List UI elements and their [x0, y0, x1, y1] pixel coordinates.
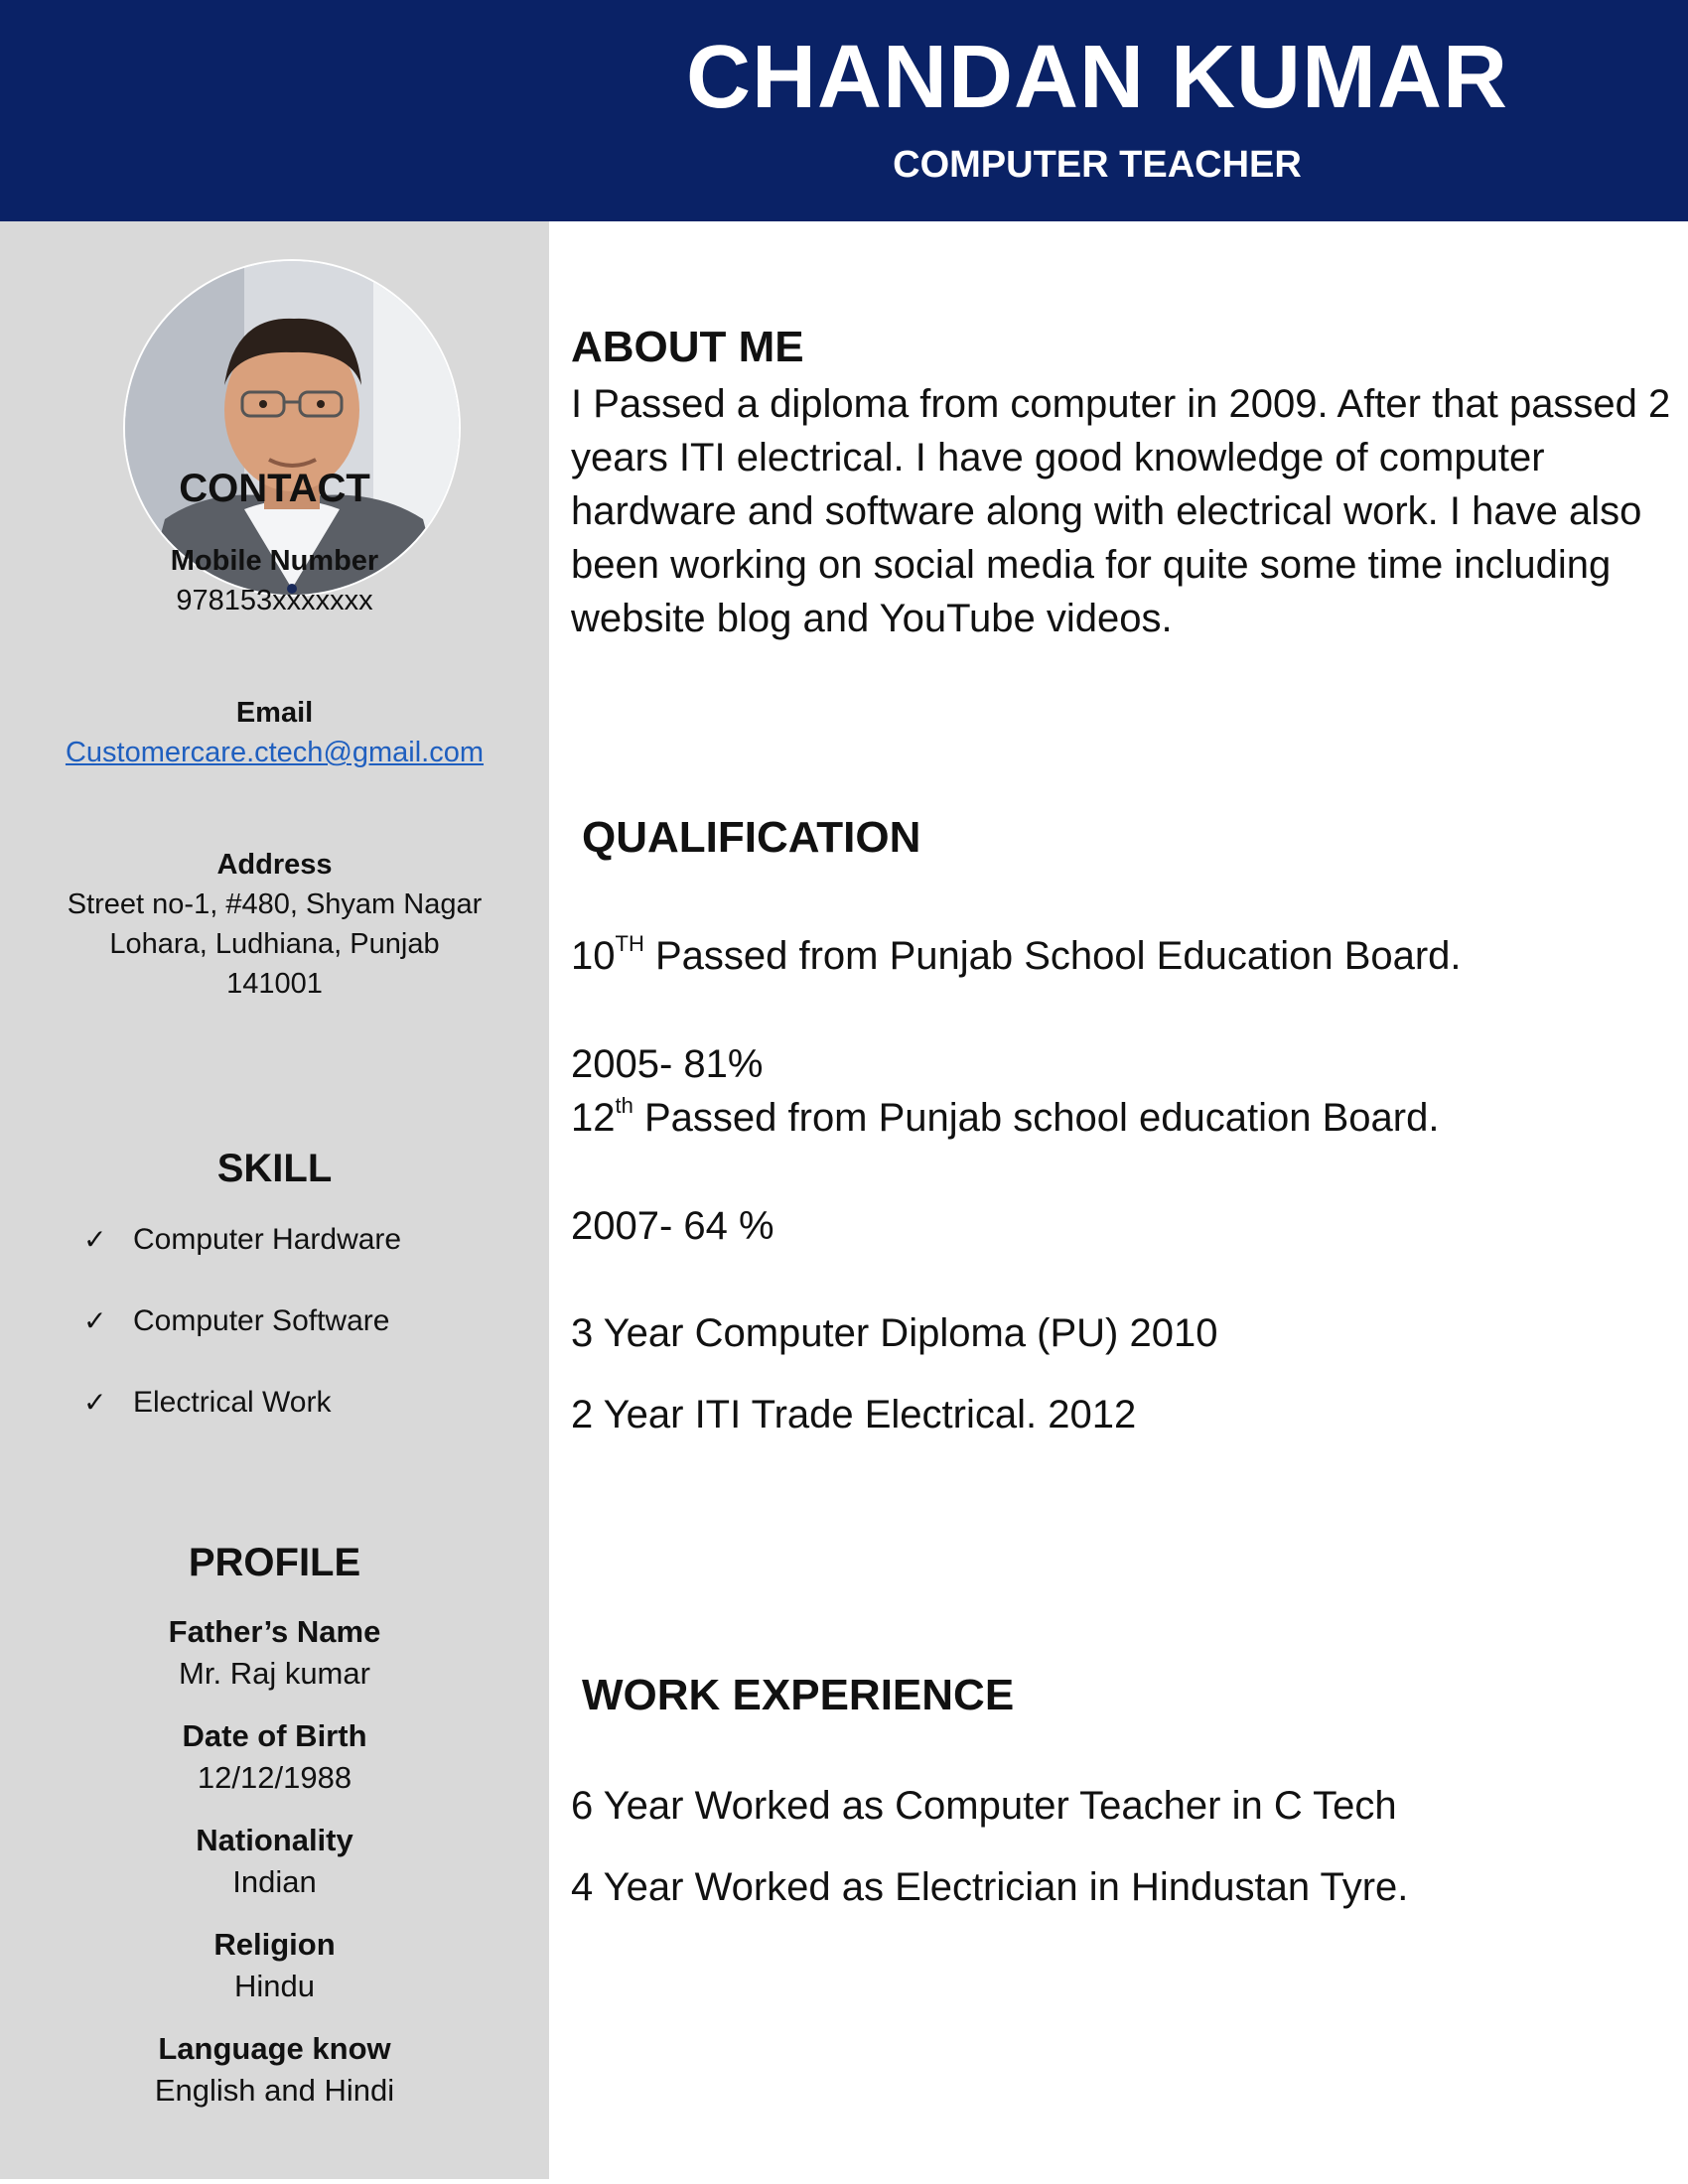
email-label: Email — [235, 697, 314, 729]
about-text: I Passed a diploma from computer in 2009. After that passed 2 years ITI electrical. I have good knowledge of computer hardware and software along with electrical work. I have also been working on social media for quite some time including website blog and YouTube videos. — [571, 382, 1671, 640]
profile-field-value: Hindu — [234, 1969, 315, 2003]
qualification-10th-year: 2005- 81% — [571, 1042, 764, 1086]
qualification-heading: QUALIFICATION — [582, 813, 921, 862]
q10-number: 10 — [571, 934, 616, 978]
profile-field — [0, 2028, 549, 2112]
profile-field — [0, 1715, 549, 1799]
contact-mobile — [0, 541, 549, 620]
skill-item — [83, 1220, 401, 1260]
qualification-12th — [571, 1093, 1673, 1143]
profile-field-value: Mr. Raj kumar — [179, 1656, 370, 1691]
job-title: COMPUTER TEACHER — [893, 144, 1302, 186]
profile-field-label: Language know — [158, 2031, 391, 2066]
address-line-2: Lohara, Ludhiana, Punjab — [109, 928, 440, 960]
contact-address — [0, 845, 549, 1004]
contact-email — [0, 693, 549, 772]
candidate-name: CHANDAN KUMAR — [686, 28, 1508, 127]
q12-text: Passed from Punjab school education Board. — [633, 1096, 1440, 1140]
profile-field-label: Nationality — [196, 1823, 353, 1857]
profile-field — [0, 1924, 549, 2007]
skill-heading: SKILL — [216, 1147, 333, 1190]
profile-field-value: 12/12/1988 — [197, 1760, 352, 1795]
work-heading: WORK EXPERIENCE — [582, 1671, 1015, 1719]
skill-label: Computer Software — [133, 1304, 390, 1337]
profile-field-label: Religion — [213, 1927, 336, 1962]
about-heading: ABOUT ME — [571, 323, 804, 371]
address-label: Address — [216, 849, 333, 881]
profile-field-value: English and Hindi — [154, 2073, 395, 2108]
contact-heading: CONTACT — [179, 467, 370, 510]
work-item: 4 Year Worked as Electrician in Hindustan Tyre. — [571, 1865, 1409, 1909]
profile-field-value: Indian — [232, 1864, 317, 1899]
qualification-12th-year: 2007- 64 % — [571, 1204, 774, 1248]
q10-superscript: TH — [615, 930, 644, 956]
profile-field — [0, 1611, 549, 1695]
check-icon: ✓ — [83, 1387, 107, 1418]
q12-number: 12 — [571, 1096, 616, 1140]
email-link[interactable]: Customercare.ctech@gmail.com — [65, 737, 485, 768]
skill-item — [83, 1383, 331, 1423]
mobile-label: Mobile Number — [170, 545, 379, 577]
skill-label: Computer Hardware — [133, 1223, 402, 1256]
sidebar — [0, 221, 549, 2179]
qualification-10th — [571, 931, 1673, 981]
check-icon: ✓ — [83, 1305, 107, 1336]
qualification-iti: 2 Year ITI Trade Electrical. 2012 — [571, 1393, 1137, 1436]
skill-label: Electrical Work — [133, 1386, 332, 1419]
profile-field-label: Date of Birth — [182, 1718, 367, 1753]
header-banner — [0, 0, 1688, 221]
mobile-value: 978153xxxxxxx — [176, 585, 373, 616]
address-line-3: 141001 — [226, 968, 323, 1000]
skill-item — [83, 1301, 389, 1341]
profile-field-label: Father’s Name — [168, 1614, 381, 1649]
check-icon: ✓ — [83, 1224, 107, 1255]
qualification-diploma: 3 Year Computer Diploma (PU) 2010 — [571, 1311, 1218, 1355]
profile-heading: PROFILE — [188, 1541, 361, 1584]
address-line-1: Street no-1, #480, Shyam Nagar — [67, 888, 483, 920]
work-item: 6 Year Worked as Computer Teacher in C Tech — [571, 1784, 1397, 1828]
profile-field — [0, 1820, 549, 1903]
q12-superscript: th — [615, 1092, 633, 1118]
q10-text: Passed from Punjab School Education Board. — [643, 934, 1462, 978]
